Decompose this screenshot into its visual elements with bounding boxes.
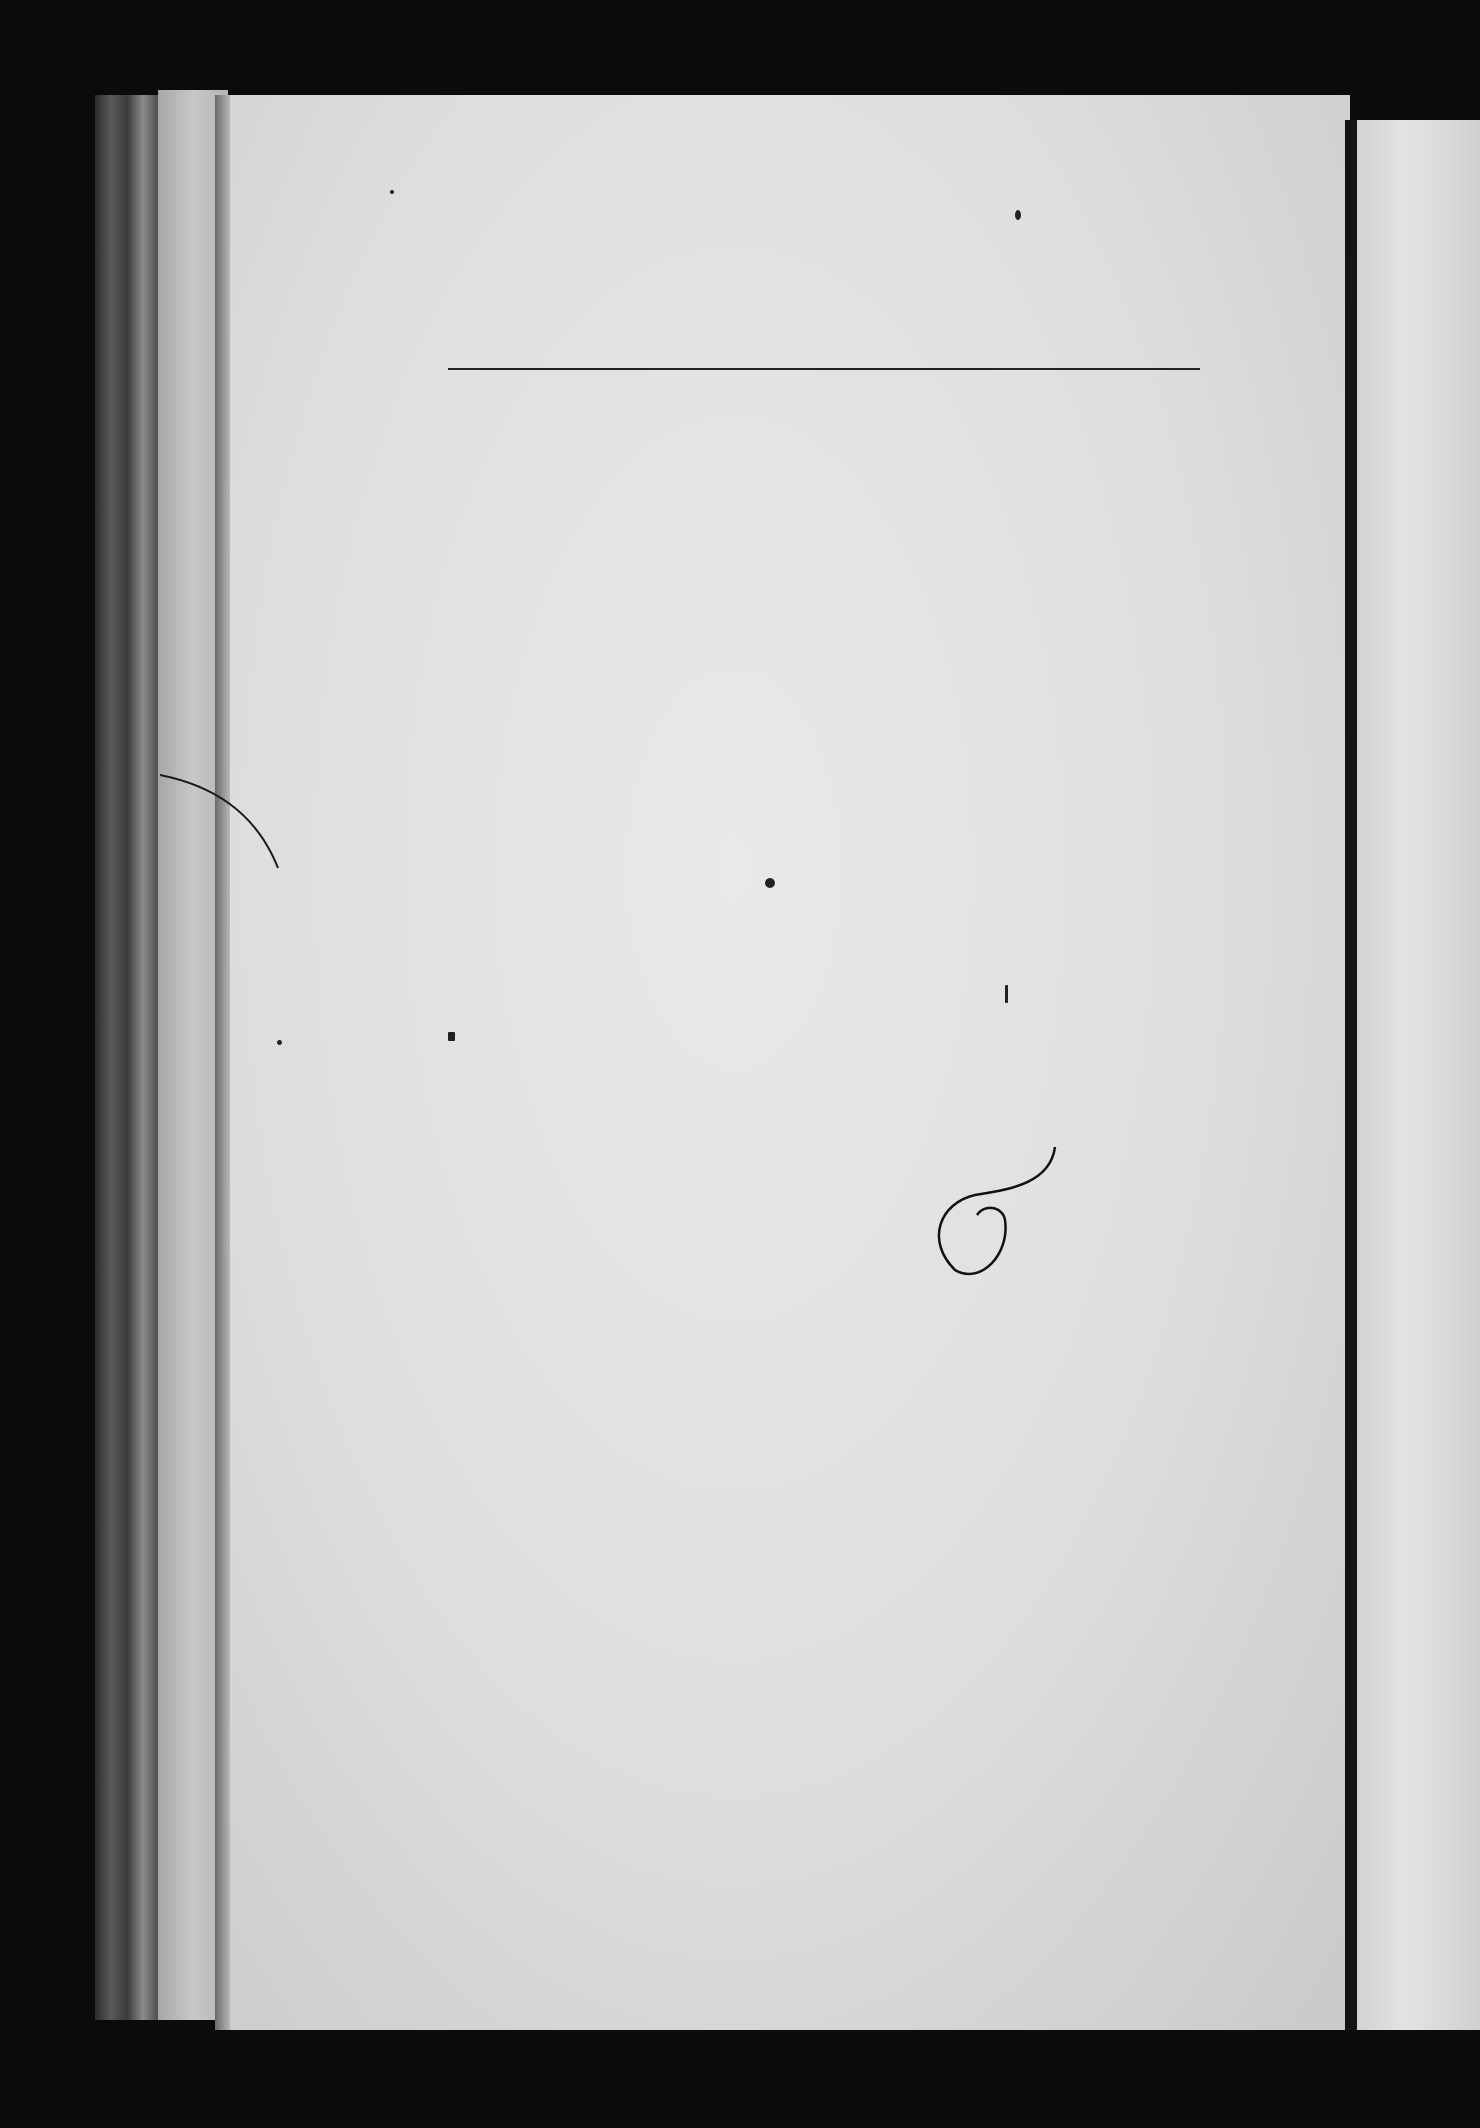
handwritten-pen-mark xyxy=(915,1145,1065,1280)
page-gutter xyxy=(1345,120,1357,2030)
index-body xyxy=(445,396,1200,418)
margin-pencil-stroke xyxy=(160,770,280,870)
page-header xyxy=(448,318,1200,370)
ink-speck xyxy=(390,190,394,194)
page-left-edge xyxy=(215,95,231,2030)
ink-speck xyxy=(765,878,775,888)
facing-page xyxy=(1357,120,1480,2030)
ink-speck xyxy=(448,1032,455,1041)
index-page xyxy=(230,95,1350,2030)
ink-speck xyxy=(1005,985,1008,1003)
ink-speck xyxy=(1015,210,1021,220)
ink-speck xyxy=(277,1040,282,1045)
